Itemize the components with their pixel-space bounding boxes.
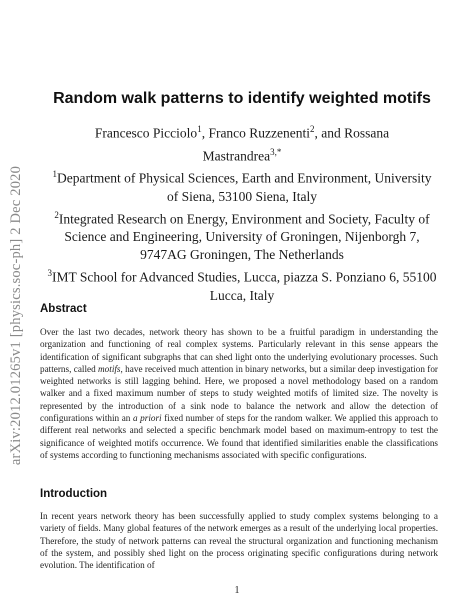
affiliation-marker: 2 — [310, 124, 315, 134]
affiliation-marker: 1 — [197, 124, 202, 134]
affiliation-item — [46, 264, 438, 305]
author-separator: , — [201, 125, 209, 141]
abstract-text-part: , have received much attention in binary networks, but a similar deep investigation for weighted networks is still lagging behind. Here, we proposed a novel methodology based on a random walker and a fixed maximum number of steps to study weighted motifs of limited size. The novelty is represented by the introduction of a sink node to balance the network and allow the detection of configurations within an — [40, 363, 438, 424]
paper-title: Random walk patterns to identify weighted motifs — [53, 90, 431, 107]
abstract-emphasis: motifs — [98, 363, 121, 374]
author-list — [60, 120, 424, 165]
introduction-body: In recent years network theory has been successfully applied to study complex systems belonging to a variety of fields. Many global features of the network emerges as a result of the underlying local properties. Therefore, the study of network patterns can reveal the structural organization and functioning mechanism of the system, and possibly shed light on the process originating specific configurations during network evolution. The identification of — [40, 511, 438, 571]
abstract-text-part: Over the last two decades, network theory has shown to be a fruitful paradigm in understanding the organization and functioning of real complex systems. Particularly relevant in this sense appears the identification of significant subgraphs that can shed light onto the underlying evolutionary processes. Such patterns, called — [40, 327, 438, 374]
affiliation-number: 1 — [52, 169, 57, 179]
affiliations — [46, 165, 438, 305]
affiliation-text: IMT School for Advanced Studies, Lucca, piazza S. Ponziano 6, 55100 Lucca, Italy — [52, 269, 437, 303]
arxiv-identifier-stamp — [3, 150, 31, 480]
affiliation-item — [46, 165, 438, 206]
abstract-body — [40, 326, 438, 461]
abstract-text-part: fixed number of steps for the random walker. We applied this approach to different real networks and selected a specific benchmark model based on maximum-entropy to test the significance of weighted motifs occurrence. We found that identified similarities enable the classifications of systems according to functioning mechanisms associated with specific configurations. — [40, 413, 438, 460]
abstract-heading: Abstract — [40, 303, 87, 315]
affiliation-number: 2 — [54, 209, 59, 220]
introduction-heading: Introduction — [40, 488, 108, 500]
author-separator: , and Rossana — [314, 125, 390, 141]
affiliation-text: Department of Physical Sciences, Earth and Environment, University of Siena, 53100 Siena, Italy — [56, 170, 432, 204]
page-number: 1 — [234, 585, 240, 596]
author-name: Mastrandrea — [202, 148, 271, 163]
abstract-emphasis: a priori — [132, 413, 162, 424]
affiliation-item — [46, 206, 438, 265]
affiliation-text: Integrated Research on Energy, Environment and Society, Faculty of Science and Engineering, University of Groningen, Nijenborgh 7, 9747AG Groningen, The Netherlands — [58, 211, 430, 262]
author-name: Franco Ruzzenenti — [208, 125, 311, 141]
author-name: Francesco Picciolo — [94, 125, 198, 141]
affiliation-number: 3 — [47, 268, 53, 278]
affiliation-marker: 3,* — [270, 146, 282, 157]
arxiv-identifier: arXiv:2012.01265v1 [physics.soc-ph] 2 Dec 2020 — [8, 165, 25, 465]
